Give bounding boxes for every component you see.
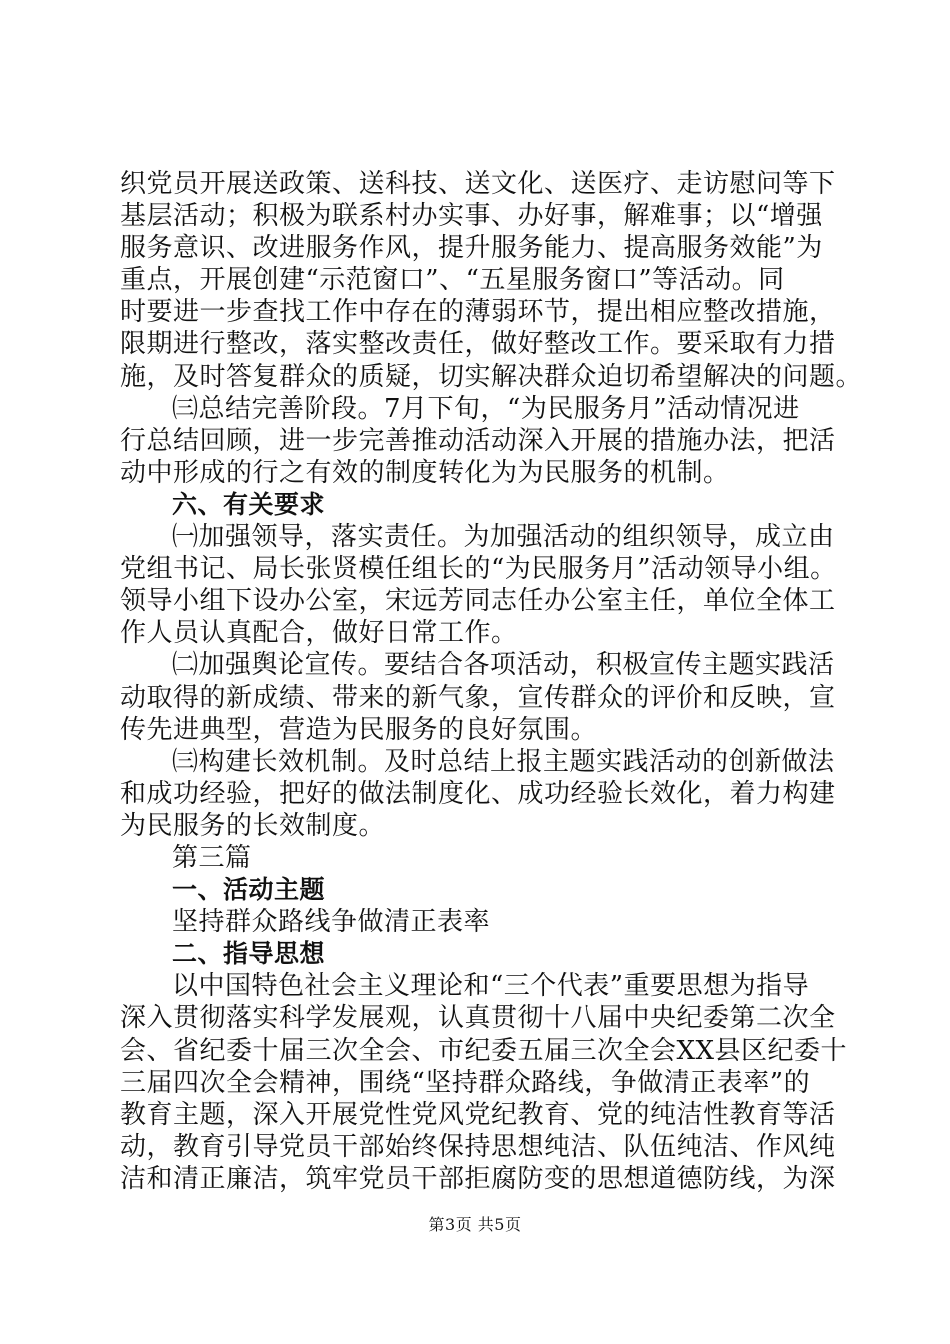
text-line: 教育主题，深入开展党性党风党纪教育、党的纯洁性教育等活	[120, 1099, 836, 1130]
text-line: 行总结回顾，进一步完善推动活动深入开展的措施办法，把活	[120, 425, 836, 456]
page-number-footer: 第3页 共5页	[428, 1215, 522, 1234]
text-line: 基层活动；积极为联系村办实事、办好事，解难事；以“增强	[120, 201, 823, 232]
text-line: 三届四次全会精神，围绕“坚持群众路线，争做清正表率”的	[120, 1067, 811, 1098]
document-body	[120, 168, 863, 1195]
section-heading: 六、有关要求	[172, 489, 326, 519]
text-line: 动中形成的行之有效的制度转化为为民服务的机制。	[120, 457, 730, 488]
text-line: ㈠加强领导，落实责任。为加强活动的组织领导，成立由	[172, 522, 835, 553]
text-line: 动，教育引导党员干部始终保持思想纯洁、队伍纯洁、作风纯	[120, 1131, 836, 1162]
text-line: 坚持群众路线争做清正表率	[172, 907, 491, 938]
section-heading: 一、活动主题	[172, 875, 326, 905]
text-line: 织党员开展送政策、送科技、送文化、送医疗、走访慰问等下	[120, 169, 836, 199]
text-line: 为民服务的长效制度。	[120, 810, 386, 841]
text-line: 作人员认真配合，做好日常工作。	[120, 618, 518, 649]
text-line: 服务意识、改进服务作风，提升服务能力、提高服务效能”为	[120, 233, 823, 264]
text-line: ㈡加强舆论宣传。要结合各项活动，积极宣传主题实践活	[172, 650, 835, 681]
text-line: 施，及时答复群众的质疑，切实解决群众迫切希望解决的问题。	[120, 361, 863, 392]
text-line: ㈢总结完善阶段。7月下旬，“为民服务月”活动情况进	[172, 393, 800, 424]
text-line: 以中国特色社会主义理论和“三个代表”重要思想为指导	[172, 971, 810, 1002]
text-line: 动取得的新成绩、带来的新气象，宣传群众的评价和反映，宣	[120, 682, 836, 713]
text-line: 第三篇	[172, 842, 252, 873]
text-line: 党组书记、局长张贤模任组长的“为民服务月”活动领导小组。	[120, 554, 837, 585]
text-line: 重点，开展创建“示范窗口”、“五星服务窗口”等活动。同	[120, 265, 785, 296]
text-line: 和成功经验，把好的做法制度化、成功经验长效化，着力构建	[120, 778, 836, 809]
text-line: 限期进行整改，落实整改责任，做好整改工作。要采取有力措	[120, 329, 836, 360]
text-line: 时要进一步查找工作中存在的薄弱环节，提出相应整改措施，	[120, 297, 836, 328]
text-line: ㈢构建长效机制。及时总结上报主题实践活动的创新做法	[172, 746, 835, 777]
text-line: 领导小组下设办公室，宋远芳同志任办公室主任，单位全体工	[120, 586, 836, 617]
section-heading: 二、指导思想	[172, 939, 326, 969]
text-line: 洁和清正廉洁，筑牢党员干部拒腐防变的思想道德防线，为深	[120, 1163, 836, 1194]
text-line: 深入贯彻落实科学发展观，认真贯彻十八届中央纪委第二次全	[120, 1003, 836, 1034]
text-line: 传先进典型，营造为民服务的良好氛围。	[120, 714, 598, 745]
text-line: 会、省纪委十届三次全会、市纪委五届三次全会XX县区纪委十	[120, 1035, 848, 1066]
